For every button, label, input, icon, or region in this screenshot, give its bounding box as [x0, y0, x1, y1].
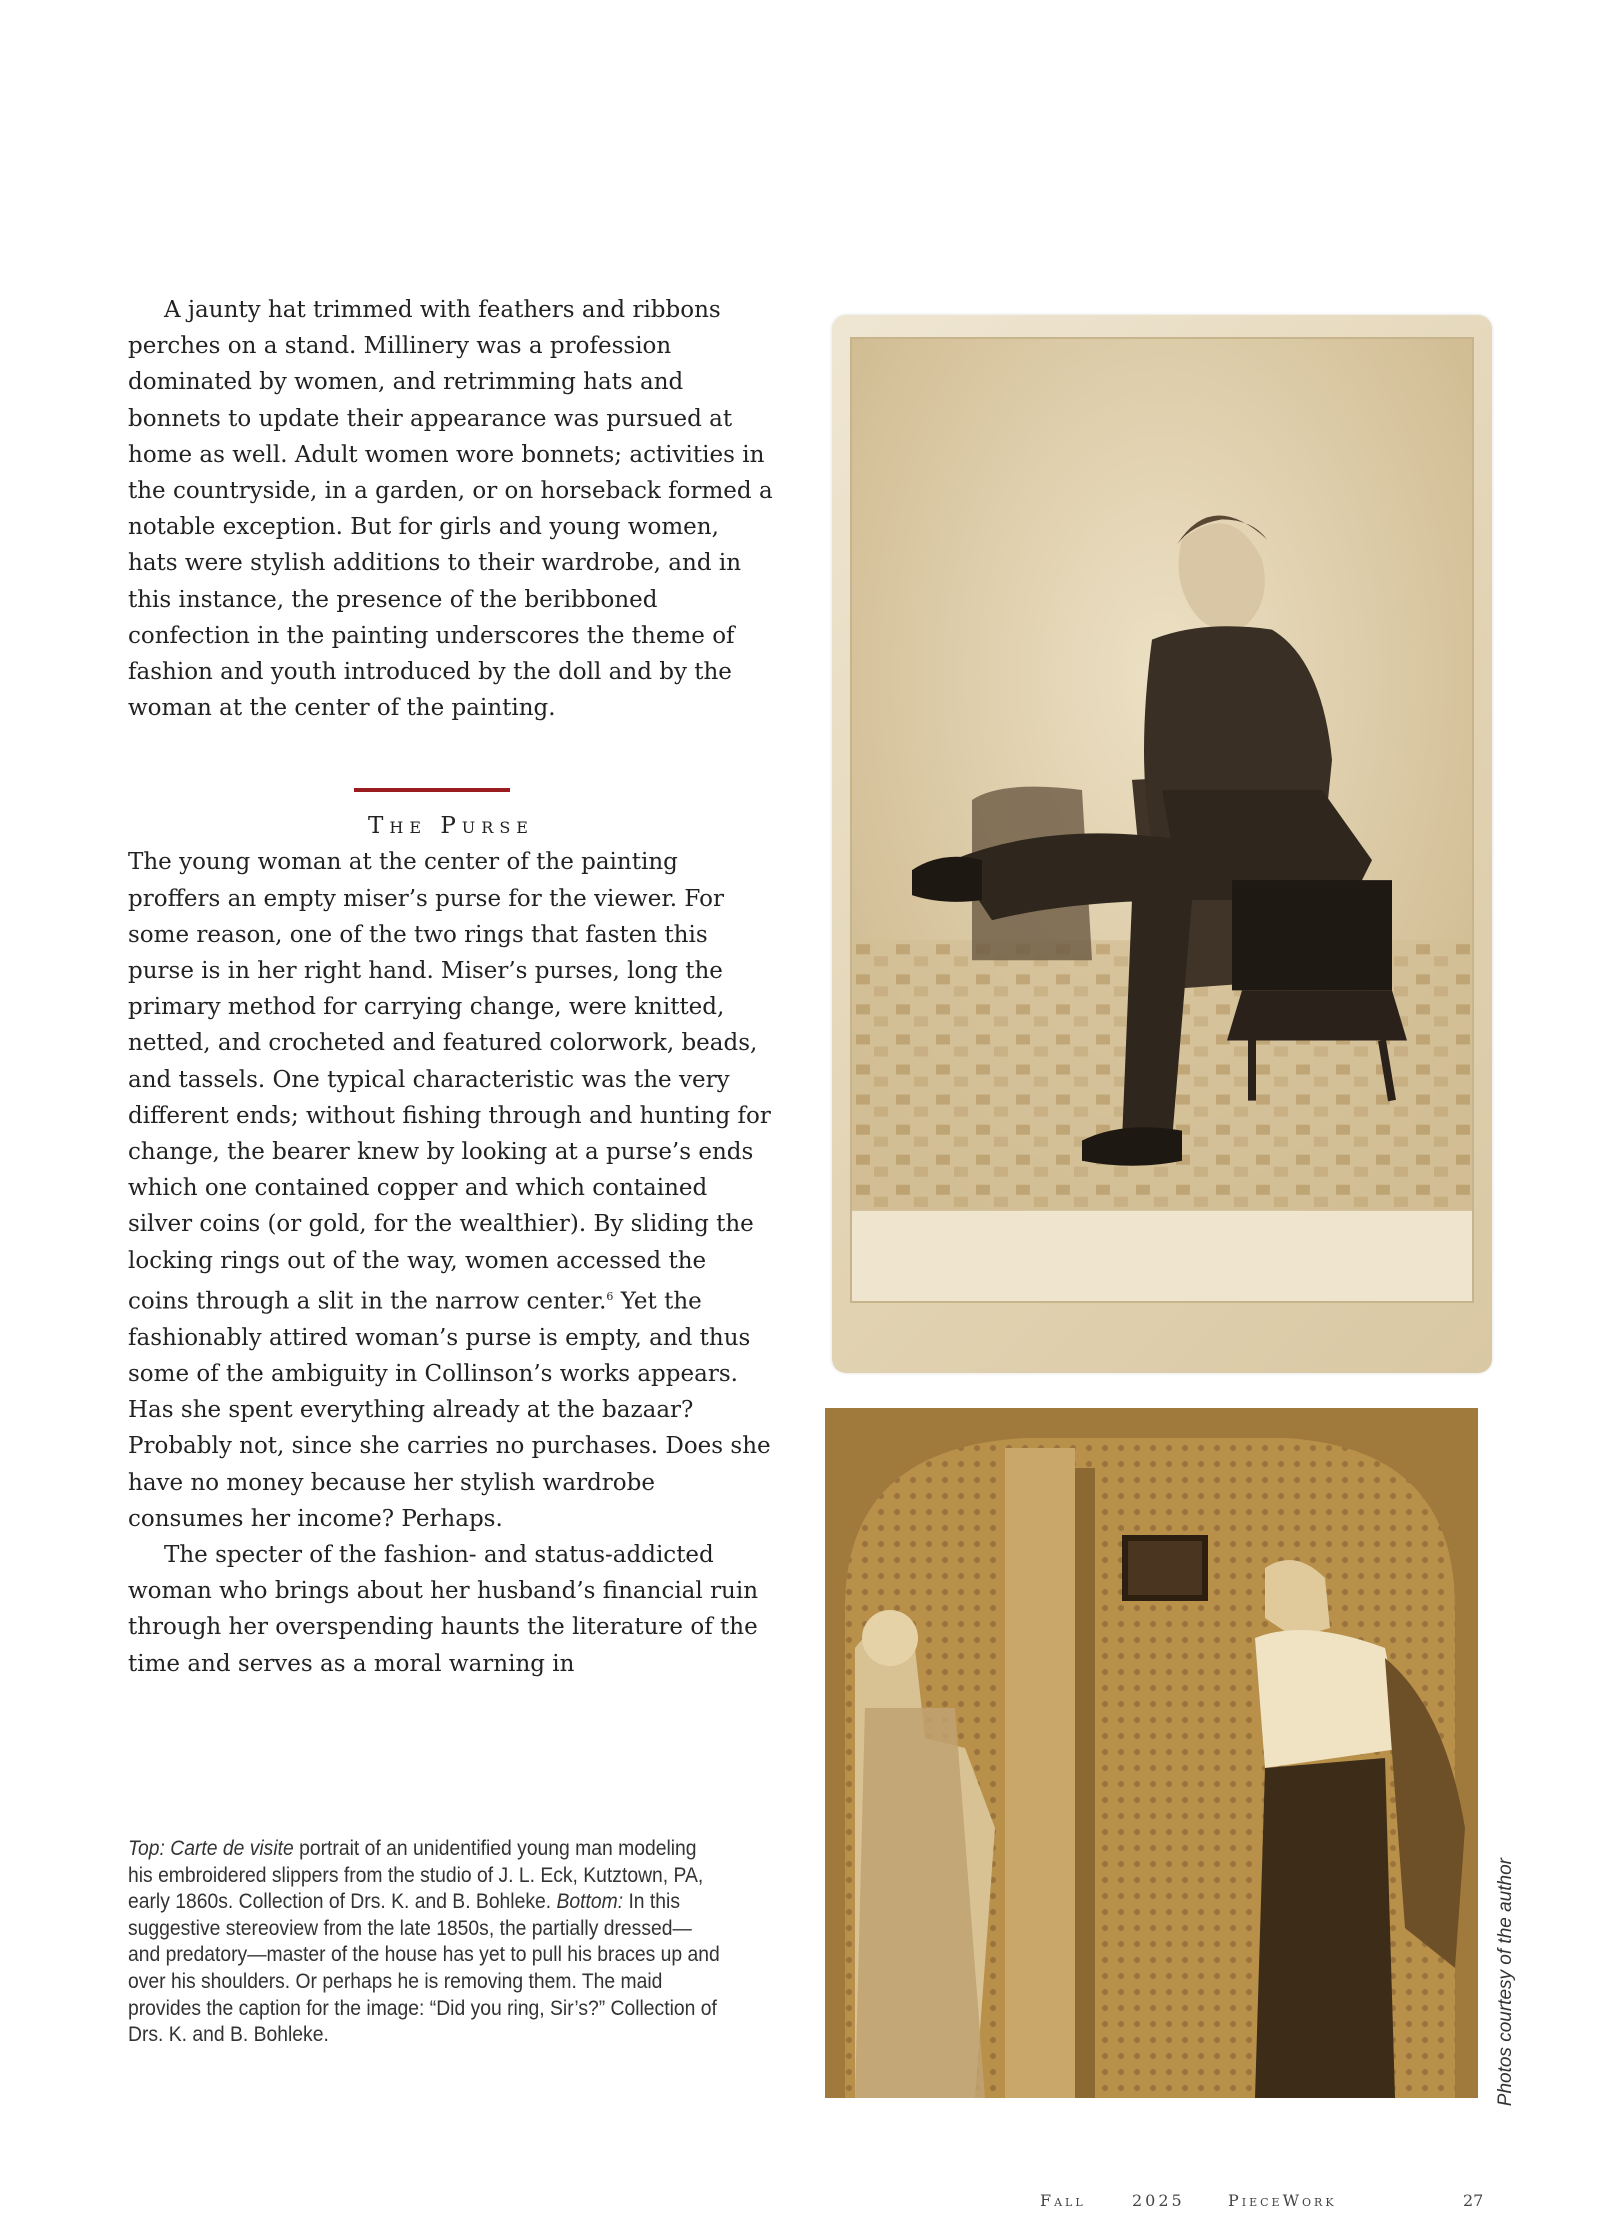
seated-man-illustration — [852, 339, 1472, 1301]
caption-bottom-label: Bottom: — [556, 1890, 624, 1914]
photo-credit: Photos courtesy of the author — [1495, 1858, 1516, 2107]
footer-magazine: PieceWork — [1228, 2191, 1337, 2210]
carte-de-visite-photo — [832, 315, 1492, 1373]
paragraph-specter: The specter of the fashion- and status-addicted woman who brings about her husband’s financial ruin through her overspending haunts the literature of the time and serves as a moral warning in — [128, 1541, 759, 1677]
section-divider — [354, 788, 510, 792]
caption-top-title: Carte de visite — [170, 1837, 294, 1860]
paragraph-purse-continued: Yet the fashionably attired woman’s purse is empty, and thus some of the ambiguity in Collinson’s works appears. Has she spent everything already at the bazaar? Probably not, since she carries no purchases. Does she have no money because her stylish wardrobe consumes her income? Perhaps. — [128, 1288, 771, 1532]
caption-top-label: Top: — [128, 1837, 165, 1860]
photo-frame — [850, 337, 1474, 1303]
page-number: 27 — [1463, 2191, 1484, 2210]
footer-year: 2025 — [1132, 2191, 1185, 2210]
caption-bottom-text: In this suggestive stereoview from the late 1850s, the partially dressed—and predatory—master of the house has yet to pull his braces up and over his shoulders. Or perhaps he is removing them. The maid provides the caption for the image: “Did you ring, Sir’s?” Collection of Drs. K. and B. Bohleke. — [128, 1890, 720, 2047]
stereoview-photo — [825, 1408, 1478, 2098]
paragraph-hat: A jaunty hat trimmed with feathers and ribbons perches on a stand. Millinery was a profession dominated by women, and retrimming hats and bonnets to update their appearance was pursued at home as well. Adult women wore bonnets; activities in the countryside, in a garden, or on horseback formed a notable exception. But for girls and young women, hats were stylish additions to their wardrobe, and in this instance, the presence of the beribboned confection in the painting underscores the theme of fashion and youth introduced by the doll and by the woman at the center of the painting. — [128, 297, 773, 722]
caption-top-text: portrait of an unidentified young man modeling his embroidered slippers from the studio of J. L. Eck, Kutztown, PA, early 1860s. Collection of Drs. K. and B. Bohleke. — [128, 1837, 704, 1914]
section-heading-text: The Purse — [368, 813, 534, 840]
section-heading — [128, 808, 774, 844]
paragraph-purse-text: The young woman at the center of the painting proffers an empty miser’s purse for the viewer. For some reason, one of the two rings that fasten this purse is in her right hand. Miser’s purses, long the primary method for carrying change, were knitted, netted, and crocheted and featured colorwork, beads, and tassels. One typical characteristic was the very different ends; without fishing through and hunting for change, the bearer knew by looking at a purse’s ends which one contained copper and which contained silver coins (or gold, for the wealthier). By sliding the locking rings out of the way, women accessed the coins through a slit in the narrow center. — [128, 849, 771, 1315]
footer-season: Fall — [1040, 2191, 1086, 2210]
photo-caption — [128, 1836, 722, 2049]
article-body — [128, 292, 774, 1682]
footnote-marker[interactable]: 6 — [606, 1289, 614, 1303]
maid-and-master-illustration — [825, 1408, 1478, 2098]
paragraph-purse — [128, 844, 774, 1537]
